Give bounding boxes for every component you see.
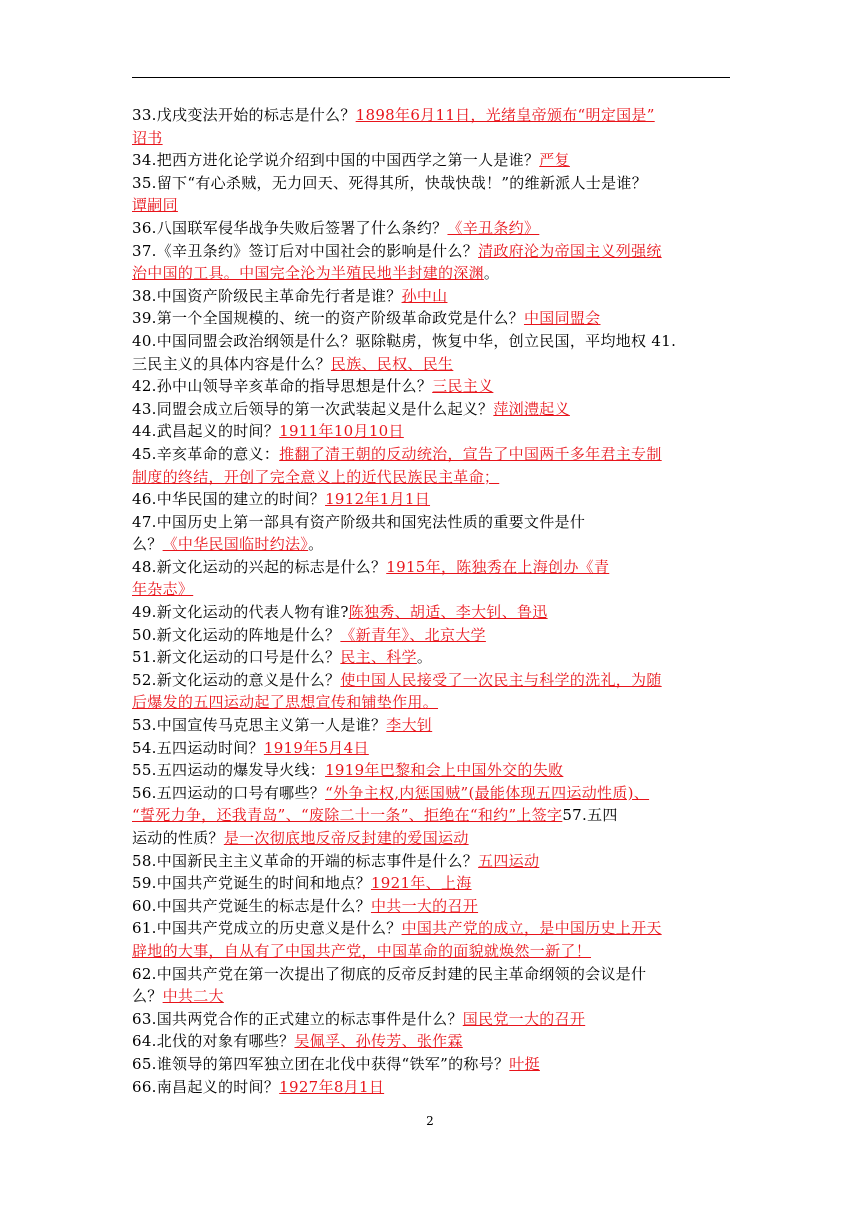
qa-line	[132, 240, 732, 263]
trailing-text: 。	[483, 264, 500, 283]
qa-line	[132, 985, 732, 1008]
question-text: 62.中国共产党在第一次提出了彻底的反帝反封建的民主革命纲领的会议是什	[132, 964, 647, 983]
qa-line	[132, 940, 732, 963]
answer-text: 民主、科学	[340, 648, 417, 667]
answer-text: 中国同盟会	[523, 309, 601, 328]
header-rule	[132, 77, 730, 78]
answer-text: 1915年，陈独秀在上海创办《青	[386, 557, 610, 576]
answer-text: 中国共产党的成立，是中国历史上开天	[401, 919, 662, 938]
qa-line	[132, 194, 732, 217]
qa-line	[132, 443, 732, 466]
answer-text: 1927年8月1日	[279, 1077, 385, 1096]
qa-line	[132, 737, 732, 760]
question-text: 43.同盟会成立后领导的第一次武装起义是什么起义？	[132, 399, 494, 418]
question-text: 39.第一个全国规模的、统一的资产阶级革命政党是什么？	[132, 309, 524, 328]
qa-line	[132, 578, 732, 601]
qa-line	[132, 375, 732, 398]
answer-text: 年杂志》	[132, 580, 194, 599]
qa-line	[132, 149, 732, 172]
answer-text: 吴佩孚、孙传芳、张作霖	[294, 1032, 463, 1051]
qa-line	[132, 669, 732, 692]
qa-line	[132, 217, 732, 240]
answer-text: 诏书	[132, 128, 163, 147]
qa-line	[132, 624, 732, 647]
qa-line	[132, 759, 732, 782]
answer-text: 中共二大	[162, 987, 224, 1006]
question-text: 56.五四运动的口号有哪些？	[132, 783, 326, 802]
answer-text: 治中国的工具。中国完全沦为半殖民地半封建的深渊	[132, 264, 484, 283]
answer-text: 1919年巴黎和会上中国外交的失败	[325, 761, 564, 780]
question-text: 53.中国宣传马克思主义第一人是谁？	[132, 716, 387, 735]
answer-text: 叶挺	[509, 1054, 540, 1073]
qa-line	[132, 262, 732, 285]
answer-text: 使中国人民接受了一次民主与科学的洗礼，为随	[340, 670, 662, 689]
question-text: 49.新文化运动的代表人物有谁?	[132, 603, 349, 622]
page-number: 2	[426, 1114, 434, 1128]
question-text: 么？	[132, 535, 163, 554]
answer-text: 五四运动	[478, 851, 540, 870]
answer-text: 孙中山	[401, 286, 448, 305]
answer-text: 严复	[539, 151, 570, 170]
question-text: 36.八国联军侵华战争失败后签署了什么条约？	[132, 218, 448, 237]
qa-line	[132, 104, 732, 127]
qa-line	[132, 533, 732, 556]
answer-text: 清政府沦为帝国主义列强统	[478, 241, 662, 260]
trailing-text: 。	[416, 648, 433, 667]
question-text: 48.新文化运动的兴起的标志是什么？	[132, 557, 387, 576]
question-text: 60.中国共产党诞生的标志是什么？	[132, 896, 371, 915]
answer-text: 《新青年》、北京大学	[340, 625, 486, 644]
qa-line	[132, 804, 732, 827]
question-text: 38.中国资产阶级民主革命先行者是谁？	[132, 286, 402, 305]
qa-line	[132, 827, 732, 850]
question-text: 59.中国共产党诞生的时间和地点？	[132, 874, 371, 893]
question-text: 45.辛亥革命的意义：	[132, 444, 280, 463]
question-text: 42.孙中山领导辛亥革命的指导思想是什么？	[132, 377, 433, 396]
question-text: 46.中华民国的建立的时间？	[132, 490, 326, 509]
qa-line	[132, 963, 732, 986]
question-text: 么？	[132, 987, 163, 1006]
answer-text: 陈独秀、胡适、李大钊、鲁迅	[348, 603, 548, 622]
qa-line	[132, 172, 732, 195]
qa-line	[132, 330, 732, 353]
answer-text: “誓死力争，还我青岛”、“废除二十一条”、拒绝在“和约”上签字	[132, 806, 563, 825]
qa-line	[132, 782, 732, 805]
question-text: 61.中国共产党成立的历史意义是什么？	[132, 919, 402, 938]
question-text: 55.五四运动的爆发导火线：	[132, 761, 326, 780]
qa-line	[132, 353, 732, 376]
answer-text: 1898年6月11日，光绪皇帝颁布“明定国是”	[355, 106, 655, 124]
question-text: 运动的性质？	[132, 829, 224, 847]
qa-line	[132, 285, 732, 308]
trailing-text: 57.五四	[562, 806, 618, 825]
answer-text: “外争主权,内惩国贼”(最能体现五四运动性质)、	[325, 783, 650, 802]
answer-text: 1912年1月1日	[325, 490, 431, 509]
qa-line	[132, 420, 732, 443]
qa-line	[132, 917, 732, 940]
answer-text: 三民主义	[432, 377, 494, 396]
answer-text: 国民党一大的召开	[462, 1009, 586, 1028]
qa-line	[132, 466, 732, 489]
question-text: 47.中国历史上第一部具有资产阶级共和国宪法性质的重要文件是什	[132, 512, 586, 531]
question-text: 66.南昌起义的时间？	[132, 1077, 280, 1096]
question-text: 65.谁领导的第四军独立团在北伐中获得“铁军”的称号？	[132, 1054, 510, 1073]
qa-line	[132, 556, 732, 579]
question-text: 54.五四运动时间？	[132, 738, 264, 757]
question-text: 51.新文化运动的口号是什么？	[132, 648, 341, 667]
answer-text: 推翻了清王朝的反动统治，宣告了中国两千多年君主专制	[279, 444, 662, 463]
question-text: 64.北伐的对象有哪些？	[132, 1032, 295, 1051]
question-text: 44.武昌起义的时间？	[132, 422, 280, 441]
question-text: 50.新文化运动的阵地是什么？	[132, 625, 341, 644]
answer-text: 萍浏澧起义	[493, 399, 570, 418]
qa-line	[132, 1076, 732, 1099]
question-text: 63.国共两党合作的正式建立的标志事件是什么？	[132, 1009, 463, 1028]
qa-line	[132, 307, 732, 330]
answer-text: 1911年10月10日	[279, 422, 404, 441]
question-text: 52.新文化运动的意义是什么？	[132, 670, 341, 689]
answer-text: 民族、民权、民生	[330, 354, 454, 373]
answer-text: 谭嗣同	[132, 196, 178, 215]
qa-line	[132, 646, 732, 669]
qa-list	[132, 104, 732, 1098]
qa-line	[132, 1030, 732, 1053]
answer-text: 《辛丑条约》	[447, 218, 540, 237]
trailing-text: 。	[308, 535, 324, 554]
qa-line	[132, 872, 732, 895]
qa-line	[132, 488, 732, 511]
answer-text: 李大钊	[386, 716, 433, 735]
answer-text: 中共一大的召开	[370, 896, 479, 915]
qa-line	[132, 895, 732, 918]
answer-text: 辟地的大事，自从有了中国共产党，中国革命的面貌就焕然一新了！	[132, 941, 592, 960]
answer-text: 制度的终结，开创了完全意义上的近代民族民主革命；	[132, 467, 500, 486]
question-text: 34.把西方进化论学说介绍到中国的中国西学之第一人是谁？	[132, 151, 540, 170]
qa-line	[132, 511, 732, 534]
question-text: 37.《辛丑条约》签订后对中国社会的影响是什么？	[132, 241, 479, 260]
answer-text: 《中华民国临时约法》	[162, 535, 309, 554]
question-text: 58.中国新民主主义革命的开端的标志事件是什么？	[132, 851, 479, 870]
qa-line	[132, 398, 732, 421]
qa-line	[132, 1008, 732, 1031]
answer-text: 1921年、上海	[370, 874, 472, 893]
qa-line	[132, 850, 732, 873]
question-text: 40.中国同盟会政治纲领是什么？驱除鞑虏，恢复中华，创立民国，平均地权 41.	[132, 331, 677, 350]
question-text: 35.留下“有心杀贼，无力回天、死得其所，快哉快哉！”的维新派人士是谁？	[132, 173, 647, 192]
qa-line	[132, 127, 732, 150]
question-text: 三民主义的具体内容是什么？	[132, 354, 331, 373]
answer-text: 后爆发的五四运动起了思想宣传和铺垫作用。	[132, 693, 439, 712]
answer-text: 1919年5月4日	[263, 738, 369, 757]
qa-line	[132, 691, 732, 714]
qa-line	[132, 714, 732, 737]
question-text: 33.戊戌变法开始的标志是什么？	[132, 106, 356, 124]
answer-text: 是一次彻底地反帝反封建的爱国运动	[223, 829, 469, 847]
qa-line	[132, 601, 732, 624]
qa-line	[132, 1053, 732, 1076]
